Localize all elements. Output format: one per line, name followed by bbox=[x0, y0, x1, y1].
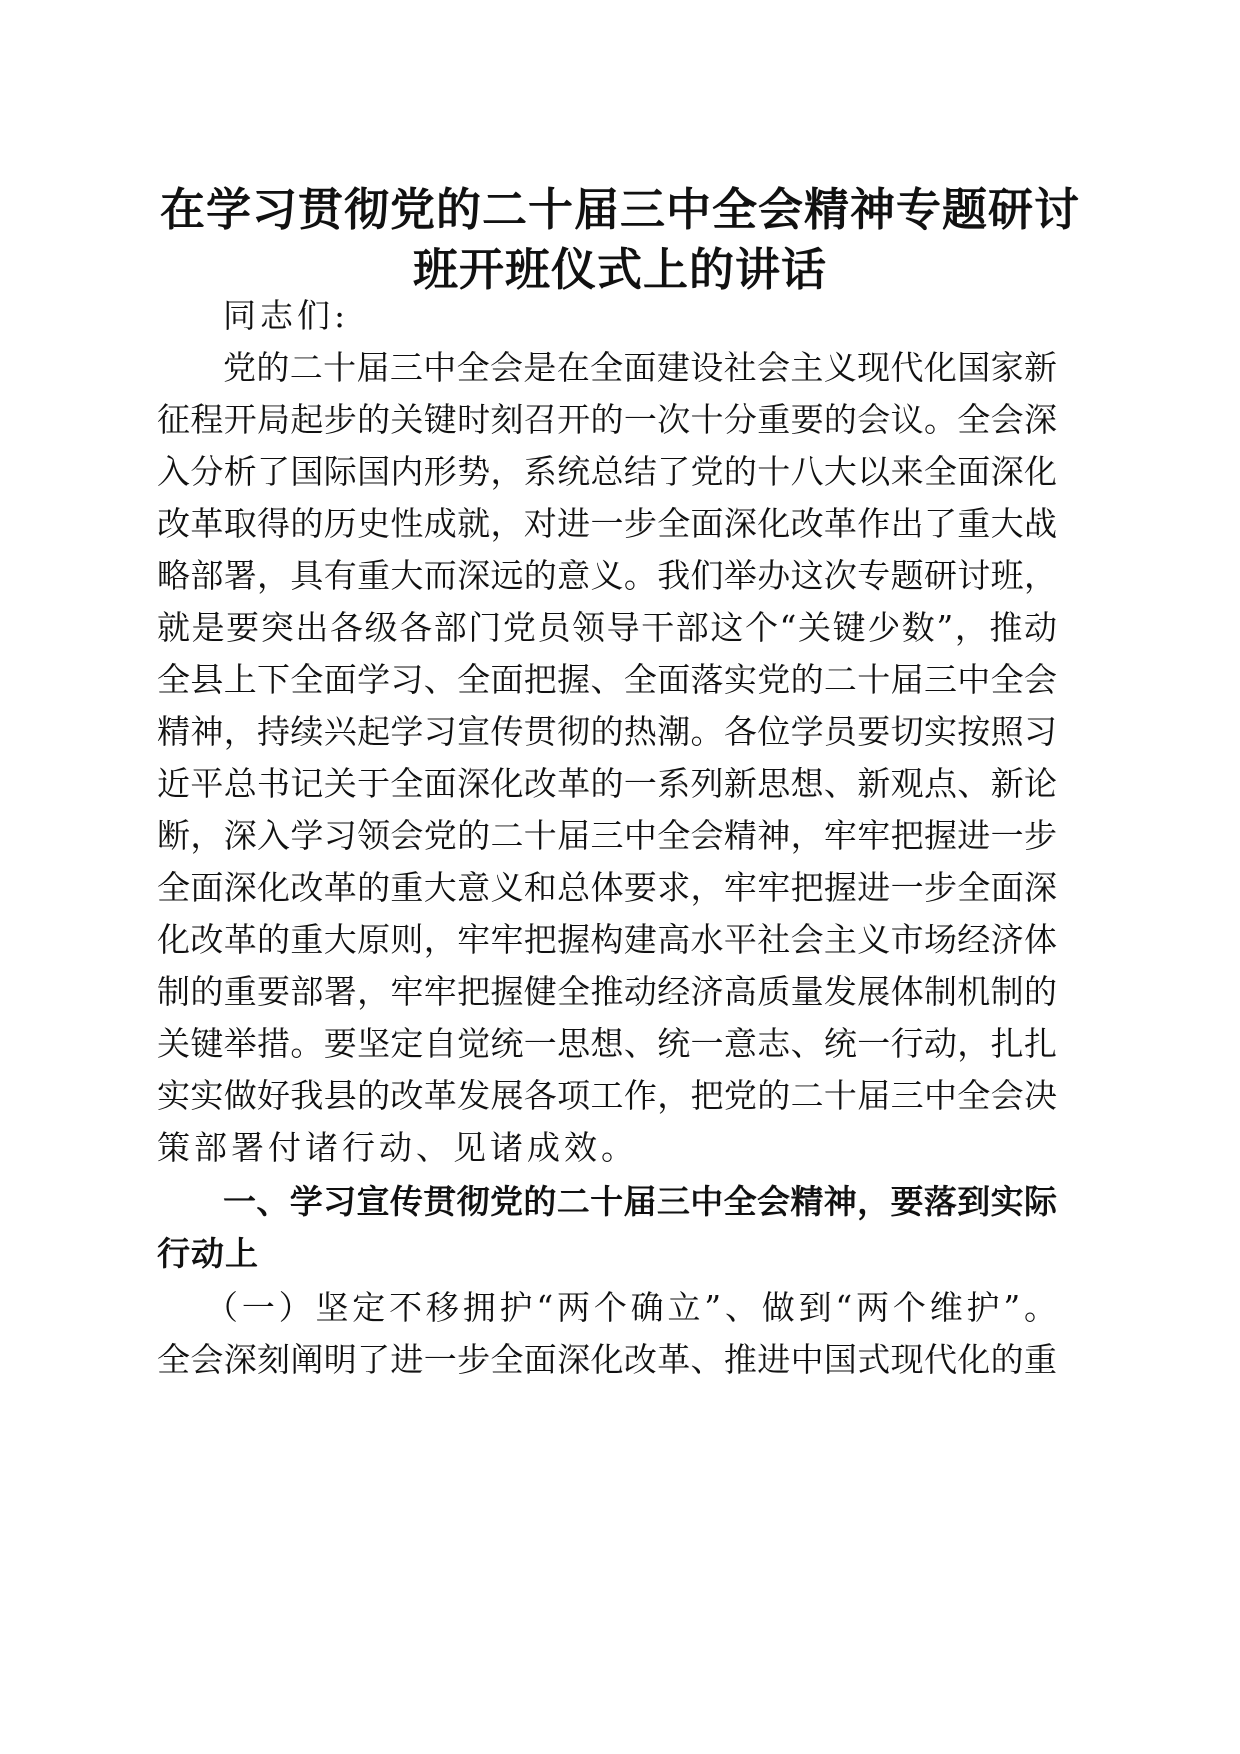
paragraph-line: 就是要突出各级各部门党员领导干部这个“关键少数”，推动 bbox=[157, 608, 1057, 647]
paragraph-line: 党的二十届三中全会是在全面建设社会主义现代化国家新 bbox=[223, 348, 1057, 387]
section-heading-line: 行动上 bbox=[157, 1234, 259, 1273]
paragraph-line: 断，深入学习领会党的二十届三中全会精神，牢牢把握进一步 bbox=[157, 816, 1057, 855]
subsection-heading: （一）坚定不移拥护“两个确立”、做到“两个维护”。 bbox=[205, 1288, 1057, 1327]
section-heading-line: 一、学习宣传贯彻党的二十届三中全会精神，要落到实际 bbox=[223, 1182, 1057, 1221]
paragraph-line: 全会深刻阐明了进一步全面深化改革、推进中国式现代化的重 bbox=[157, 1340, 1057, 1379]
paragraph-line: 近平总书记关于全面深化改革的一系列新思想、新观点、新论 bbox=[157, 764, 1057, 803]
paragraph-line: 略部署，具有重大而深远的意义。我们举办这次专题研讨班， bbox=[157, 556, 1057, 595]
paragraph-line: 入分析了国际国内形势，系统总结了党的十八大以来全面深化 bbox=[157, 452, 1057, 491]
paragraph-line: 制的重要部署，牢牢把握健全推动经济高质量发展体制机制的 bbox=[157, 972, 1057, 1011]
paragraph-line: 全面深化改革的重大意义和总体要求，牢牢把握进一步全面深 bbox=[157, 868, 1057, 907]
paragraph-line: 改革取得的历史性成就，对进一步全面深化改革作出了重大战 bbox=[157, 504, 1057, 543]
paragraph-line: 策部署付诸行动、见诸成效。 bbox=[157, 1128, 638, 1167]
document-title-line-1: 在学习贯彻党的二十届三中全会精神专题研讨 bbox=[159, 183, 1080, 236]
paragraph-line: 实实做好我县的改革发展各项工作，把党的二十届三中全会决 bbox=[157, 1076, 1057, 1115]
paragraph-line: 全县上下全面学习、全面把握、全面落实党的二十届三中全会 bbox=[157, 660, 1057, 699]
paragraph-line: 精神，持续兴起学习宣传贯彻的热潮。各位学员要切实按照习 bbox=[157, 712, 1057, 751]
paragraph-line: 化改革的重大原则，牢牢把握构建高水平社会主义市场经济体 bbox=[157, 920, 1057, 959]
paragraph-line: 征程开局起步的关键时刻召开的一次十分重要的会议。全会深 bbox=[157, 400, 1057, 439]
document-title-line-2: 班开班仪式上的讲话 bbox=[412, 243, 827, 296]
paragraph-line: 关键举措。要坚定自觉统一思想、统一意志、统一行动，扎扎 bbox=[157, 1024, 1057, 1063]
salutation: 同志们: bbox=[223, 296, 350, 335]
